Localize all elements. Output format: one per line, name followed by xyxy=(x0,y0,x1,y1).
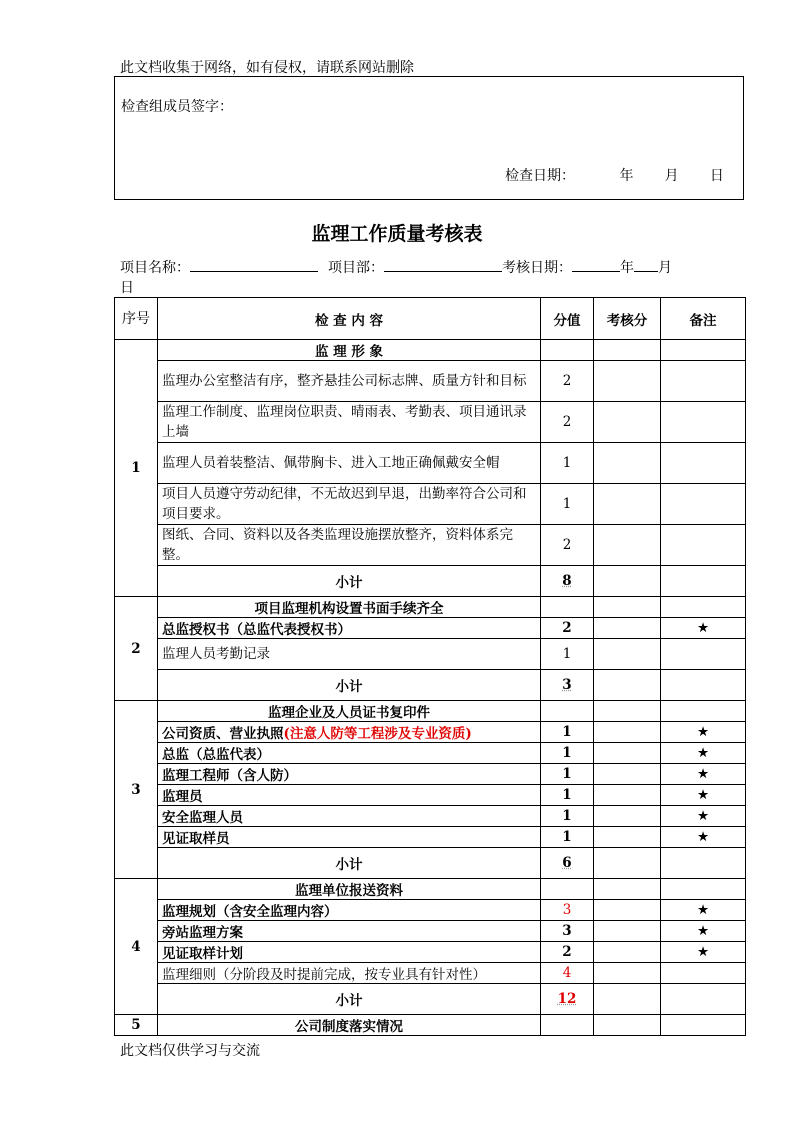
project-name-label: 项目名称： xyxy=(120,260,190,276)
section-no: 1 xyxy=(115,340,158,597)
item-text: 见证取样计划 xyxy=(158,942,541,963)
item-text: 监理规划（含安全监理内容） xyxy=(158,900,541,921)
score-cell xyxy=(541,340,594,361)
table-row xyxy=(115,484,746,525)
item-score: 2 xyxy=(541,525,594,566)
table-row xyxy=(115,963,746,984)
assess-cell[interactable] xyxy=(594,618,661,639)
table-header-row xyxy=(115,298,746,340)
item-score: 2 xyxy=(541,618,594,639)
remark-cell xyxy=(661,361,746,402)
assess-cell[interactable] xyxy=(594,402,661,443)
score-cell xyxy=(541,701,594,722)
table-row xyxy=(115,402,746,443)
remark-cell xyxy=(661,701,746,722)
dept-label: 项目部： xyxy=(328,260,384,276)
assess-cell[interactable] xyxy=(594,443,661,484)
item-score: 2 xyxy=(541,361,594,402)
table-row xyxy=(115,743,746,764)
item-text: 监理工作制度、监理岗位职责、晴雨表、考勤表、项目通讯录上墙 xyxy=(158,402,541,443)
item-text: 总监授权书（总监代表授权书） xyxy=(158,618,541,639)
table-row xyxy=(115,806,746,827)
table-row xyxy=(115,921,746,942)
star-icon: ★ xyxy=(661,785,746,806)
assess-cell[interactable] xyxy=(594,921,661,942)
subtotal-label: 小计 xyxy=(158,848,541,879)
remark-cell xyxy=(661,402,746,443)
item-text: 监理细则（分阶段及时提前完成，按专业具有针对性） xyxy=(158,963,541,984)
subtotal-label: 小计 xyxy=(158,670,541,701)
remark-cell xyxy=(661,340,746,361)
section-title-row xyxy=(115,701,746,722)
remark-cell xyxy=(661,984,746,1015)
subtotal-row xyxy=(115,984,746,1015)
assess-cell[interactable] xyxy=(594,984,661,1015)
item-text: 总监（总监代表） xyxy=(158,743,541,764)
section-title: 项目监理机构设置书面手续齐全 xyxy=(158,597,541,618)
section-title: 公司制度落实情况 xyxy=(158,1015,541,1036)
subtotal-value: 8 xyxy=(541,566,594,597)
header-assess: 考核分 xyxy=(594,298,661,340)
remark-cell xyxy=(661,597,746,618)
item-score: 3 xyxy=(541,900,594,921)
item-score: 2 xyxy=(541,942,594,963)
assess-year-blank[interactable] xyxy=(572,257,620,272)
item-score: 2 xyxy=(541,402,594,443)
signature-label: 检查组成员签字： xyxy=(121,99,233,115)
assess-cell[interactable] xyxy=(594,670,661,701)
star-icon: ★ xyxy=(661,827,746,848)
table-row xyxy=(115,361,746,402)
table-row xyxy=(115,942,746,963)
inspection-date-label: 检查日期： xyxy=(505,168,575,184)
assess-cell[interactable] xyxy=(594,942,661,963)
assess-cell[interactable] xyxy=(594,525,661,566)
section-no: 5 xyxy=(115,1015,158,1036)
remark-cell xyxy=(661,484,746,525)
item-score: 4 xyxy=(541,963,594,984)
table-row xyxy=(115,525,746,566)
assess-month-blank[interactable] xyxy=(634,257,658,272)
assess-cell[interactable] xyxy=(594,900,661,921)
assessment-table xyxy=(114,297,746,1036)
assess-month: 月 xyxy=(658,260,672,276)
subtotal-row xyxy=(115,670,746,701)
item-score: 1 xyxy=(541,827,594,848)
remark-cell xyxy=(661,879,746,900)
remark-cell xyxy=(661,670,746,701)
assess-cell[interactable] xyxy=(594,484,661,525)
header-remark: 备注 xyxy=(661,298,746,340)
assess-day: 日 xyxy=(120,280,134,296)
item-score: 1 xyxy=(541,764,594,785)
assess-cell[interactable] xyxy=(594,597,661,618)
assess-cell[interactable] xyxy=(594,743,661,764)
assess-cell[interactable] xyxy=(594,785,661,806)
item-score: 3 xyxy=(541,921,594,942)
star-icon: ★ xyxy=(661,722,746,743)
assess-year: 年 xyxy=(620,260,634,276)
section-title-row xyxy=(115,340,746,361)
date-day: 日 xyxy=(709,168,724,184)
star-icon: ★ xyxy=(661,806,746,827)
assess-cell[interactable] xyxy=(594,806,661,827)
page-title: 监理工作质量考核表 xyxy=(311,223,483,245)
assess-cell[interactable] xyxy=(594,827,661,848)
section-no: 4 xyxy=(115,879,158,1015)
table-row xyxy=(115,827,746,848)
assess-cell[interactable] xyxy=(594,701,661,722)
remark-cell xyxy=(661,639,746,670)
assess-date-label: 考核日期： xyxy=(502,260,572,276)
inspection-date xyxy=(505,165,724,185)
date-month: 月 xyxy=(664,168,679,184)
header-seq: 序号 xyxy=(115,298,158,340)
item-score: 1 xyxy=(541,484,594,525)
item-text: 监理人员考勤记录 xyxy=(158,639,541,670)
item-text: 公司资质、营业执照(注意人防等工程涉及专业资质) xyxy=(158,722,541,743)
item-score: 1 xyxy=(541,743,594,764)
project-info-line xyxy=(120,257,740,298)
remark-cell xyxy=(661,1015,746,1036)
table-row xyxy=(115,443,746,484)
section-title-row xyxy=(115,597,746,618)
assess-cell[interactable] xyxy=(594,963,661,984)
assess-cell[interactable] xyxy=(594,722,661,743)
score-cell xyxy=(541,597,594,618)
remark-cell xyxy=(661,848,746,879)
subtotal-value: 12 xyxy=(541,984,594,1015)
item-text: 安全监理人员 xyxy=(158,806,541,827)
item-text: 图纸、合同、资料以及各类监理设施摆放整齐，资料体系完整。 xyxy=(158,525,541,566)
item-score: 1 xyxy=(541,639,594,670)
item-text: 监理办公室整洁有序，整齐悬挂公司标志牌、质量方针和目标 xyxy=(158,361,541,402)
assess-cell[interactable] xyxy=(594,879,661,900)
item-text: 见证取样员 xyxy=(158,827,541,848)
item-score: 1 xyxy=(541,785,594,806)
subtotal-value: 3 xyxy=(541,670,594,701)
subtotal-label: 小计 xyxy=(158,984,541,1015)
remark-cell xyxy=(661,443,746,484)
subtotal-label: 小计 xyxy=(158,566,541,597)
subtotal-row xyxy=(115,566,746,597)
item-text: 项目人员遵守劳动纪律，不无故迟到早退，出勤率符合公司和项目要求。 xyxy=(158,484,541,525)
star-icon: ★ xyxy=(661,942,746,963)
star-icon: ★ xyxy=(661,743,746,764)
table-row xyxy=(115,618,746,639)
table-row xyxy=(115,764,746,785)
section-no: 3 xyxy=(115,701,158,879)
star-icon: ★ xyxy=(661,900,746,921)
item-text: 监理员 xyxy=(158,785,541,806)
table-row xyxy=(115,785,746,806)
section-title: 监 理 形 象 xyxy=(158,340,541,361)
assess-cell[interactable] xyxy=(594,848,661,879)
item-score: 1 xyxy=(541,443,594,484)
subtotal-row xyxy=(115,848,746,879)
footer-note: 此文档仅供学习与交流 xyxy=(120,1043,260,1059)
section-title-row xyxy=(115,1015,746,1036)
date-year: 年 xyxy=(619,168,634,184)
score-cell xyxy=(541,1015,594,1036)
assess-cell[interactable] xyxy=(594,361,661,402)
item-note: (注意人防等工程涉及专业资质) xyxy=(283,726,472,742)
signature-box xyxy=(114,76,744,200)
remark-cell xyxy=(661,566,746,597)
section-title-row xyxy=(115,879,746,900)
remark-cell xyxy=(661,525,746,566)
item-score: 1 xyxy=(541,722,594,743)
assess-cell[interactable] xyxy=(594,340,661,361)
table-row xyxy=(115,639,746,670)
item-text: 监理工程师（含人防） xyxy=(158,764,541,785)
dept-blank[interactable] xyxy=(384,257,502,272)
star-icon: ★ xyxy=(661,921,746,942)
star-icon: ★ xyxy=(661,764,746,785)
section-title: 监理单位报送资料 xyxy=(158,879,541,900)
header-note: 此文档收集于网络，如有侵权，请联系网站删除 xyxy=(120,60,414,76)
star-icon: ★ xyxy=(661,618,746,639)
section-no: 2 xyxy=(115,597,158,701)
section-title: 监理企业及人员证书复印件 xyxy=(158,701,541,722)
remark-cell xyxy=(661,963,746,984)
header-score: 分值 xyxy=(541,298,594,340)
subtotal-value: 6 xyxy=(541,848,594,879)
item-text: 监理人员着装整洁、佩带胸卡、进入工地正确佩戴安全帽 xyxy=(158,443,541,484)
table-row xyxy=(115,722,746,743)
project-name-blank[interactable] xyxy=(190,257,318,272)
header-content: 检 查 内 容 xyxy=(158,298,541,340)
score-cell xyxy=(541,879,594,900)
assess-cell[interactable] xyxy=(594,639,661,670)
item-score: 1 xyxy=(541,806,594,827)
assess-cell[interactable] xyxy=(594,1015,661,1036)
table-row xyxy=(115,900,746,921)
assess-cell[interactable] xyxy=(594,764,661,785)
item-text: 旁站监理方案 xyxy=(158,921,541,942)
assess-cell[interactable] xyxy=(594,566,661,597)
